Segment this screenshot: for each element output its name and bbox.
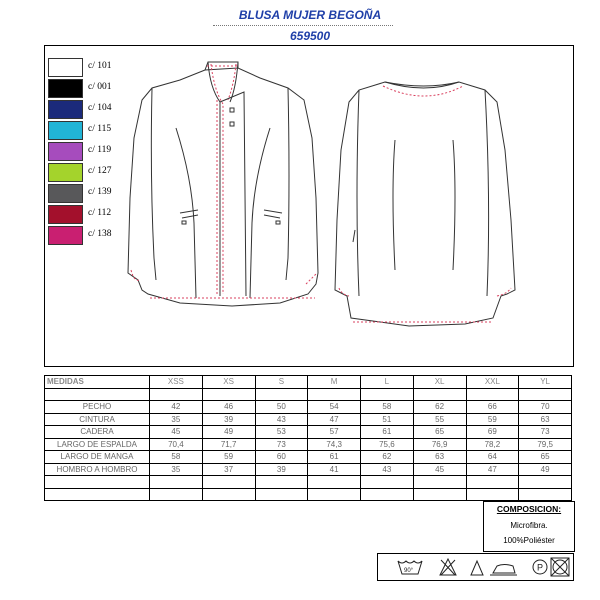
color-swatch: [48, 184, 83, 203]
measurement-table: [44, 375, 572, 501]
cell: 39: [255, 463, 308, 476]
size-label: XS: [202, 376, 255, 389]
product-title: BLUSA MUJER BEGOÑA: [238, 8, 382, 22]
size-label: XSS: [150, 376, 203, 389]
cell: 58: [150, 451, 203, 464]
color-swatch: [48, 163, 83, 182]
color-code: c/ 139: [88, 187, 112, 197]
size-label: L: [361, 376, 414, 389]
cell: 43: [361, 463, 414, 476]
row-label: CINTURA: [45, 413, 150, 426]
cell: 70,4: [150, 438, 203, 451]
product-code: 659500: [289, 29, 331, 43]
cell: 64: [466, 451, 519, 464]
cell: 59: [202, 451, 255, 464]
table-row: [45, 463, 572, 476]
cell: 69: [466, 426, 519, 439]
cell: 49: [519, 463, 572, 476]
color-swatch: [48, 100, 83, 119]
cell: 78,2: [466, 438, 519, 451]
cell: 62: [413, 401, 466, 414]
cell: 61: [308, 451, 361, 464]
size-label: XL: [413, 376, 466, 389]
table-row: [45, 413, 572, 426]
cell: 58: [361, 401, 414, 414]
cell: 50: [255, 401, 308, 414]
no-bleach-icon: [440, 559, 456, 575]
color-swatch: [48, 79, 83, 98]
cell: 55: [413, 413, 466, 426]
color-swatch: [48, 58, 83, 77]
dry-clean-icon: [533, 560, 547, 574]
stitching-back: [339, 86, 511, 322]
cell: 51: [361, 413, 414, 426]
cell: 42: [150, 401, 203, 414]
cell: 70: [519, 401, 572, 414]
no-tumble-dry-icon: [551, 558, 569, 576]
row-label: LARGO DE MANGA: [45, 451, 150, 464]
back-view-drawing: [325, 60, 525, 330]
table-row: [45, 476, 572, 489]
cell: 65: [519, 451, 572, 464]
cell: 61: [361, 426, 414, 439]
table-row: [45, 451, 572, 464]
composition-material: Microfibra.: [510, 521, 548, 530]
row-label: LARGO DE ESPALDA: [45, 438, 150, 451]
front-view-drawing: [120, 58, 335, 318]
composition-box: [483, 501, 575, 552]
color-code: c/ 112: [88, 208, 112, 218]
color-swatch: [48, 142, 83, 161]
measurement-heading: MEDIDAS: [45, 376, 150, 389]
cell: 71,7: [202, 438, 255, 451]
color-code: c/ 101: [88, 61, 112, 71]
table-row: [45, 488, 572, 501]
cell: 75,6: [361, 438, 414, 451]
cell: 74,3: [308, 438, 361, 451]
size-label: S: [255, 376, 308, 389]
cell: 63: [413, 451, 466, 464]
size-label: XXL: [466, 376, 519, 389]
cell: 63: [519, 413, 572, 426]
dry-clean-letter: P: [537, 562, 544, 573]
cell: 73: [255, 438, 308, 451]
table-header-row: [45, 376, 572, 389]
table-row: [45, 438, 572, 451]
cell: 76,9: [413, 438, 466, 451]
cell: 47: [308, 413, 361, 426]
cell: 53: [255, 426, 308, 439]
cell: 73: [519, 426, 572, 439]
table-row: [45, 401, 572, 414]
cell: 35: [150, 413, 203, 426]
wash-temperature: 90°: [404, 568, 414, 574]
color-swatch: [48, 121, 83, 140]
title-divider: [213, 25, 393, 26]
size-label: M: [308, 376, 361, 389]
cell: 54: [308, 401, 361, 414]
cell: 35: [150, 463, 203, 476]
cell: 45: [150, 426, 203, 439]
cell: 47: [466, 463, 519, 476]
color-code: c/ 127: [88, 166, 112, 176]
cell: 65: [413, 426, 466, 439]
size-label: YL: [519, 376, 572, 389]
color-swatch: [48, 205, 83, 224]
table-row: [45, 426, 572, 439]
wash-icon: [398, 561, 422, 574]
cell: 60: [255, 451, 308, 464]
table-row: [45, 388, 572, 401]
color-code: c/ 115: [88, 124, 112, 134]
cell: 66: [466, 401, 519, 414]
cell: 45: [413, 463, 466, 476]
row-label: HOMBRO A HOMBRO: [45, 463, 150, 476]
cell: 57: [308, 426, 361, 439]
cell: 41: [308, 463, 361, 476]
row-label: CADERA: [45, 426, 150, 439]
cell: 43: [255, 413, 308, 426]
care-symbols: [377, 553, 574, 581]
color-code: c/ 001: [88, 82, 112, 92]
cell: 62: [361, 451, 414, 464]
color-code: c/ 138: [88, 229, 112, 239]
iron-icon: [490, 565, 517, 576]
tumble-dry-icon: [471, 561, 483, 575]
cell: 37: [202, 463, 255, 476]
composition-fiber: 100%Poliéster: [503, 536, 555, 545]
color-code: c/ 119: [88, 145, 112, 155]
color-swatch: [48, 226, 83, 245]
cell: 59: [466, 413, 519, 426]
cell: 39: [202, 413, 255, 426]
cell: 46: [202, 401, 255, 414]
cell: 79,5: [519, 438, 572, 451]
color-code: c/ 104: [88, 103, 112, 113]
row-label: PECHO: [45, 401, 150, 414]
cell: 49: [202, 426, 255, 439]
composition-title: COMPOSICION:: [496, 504, 562, 514]
